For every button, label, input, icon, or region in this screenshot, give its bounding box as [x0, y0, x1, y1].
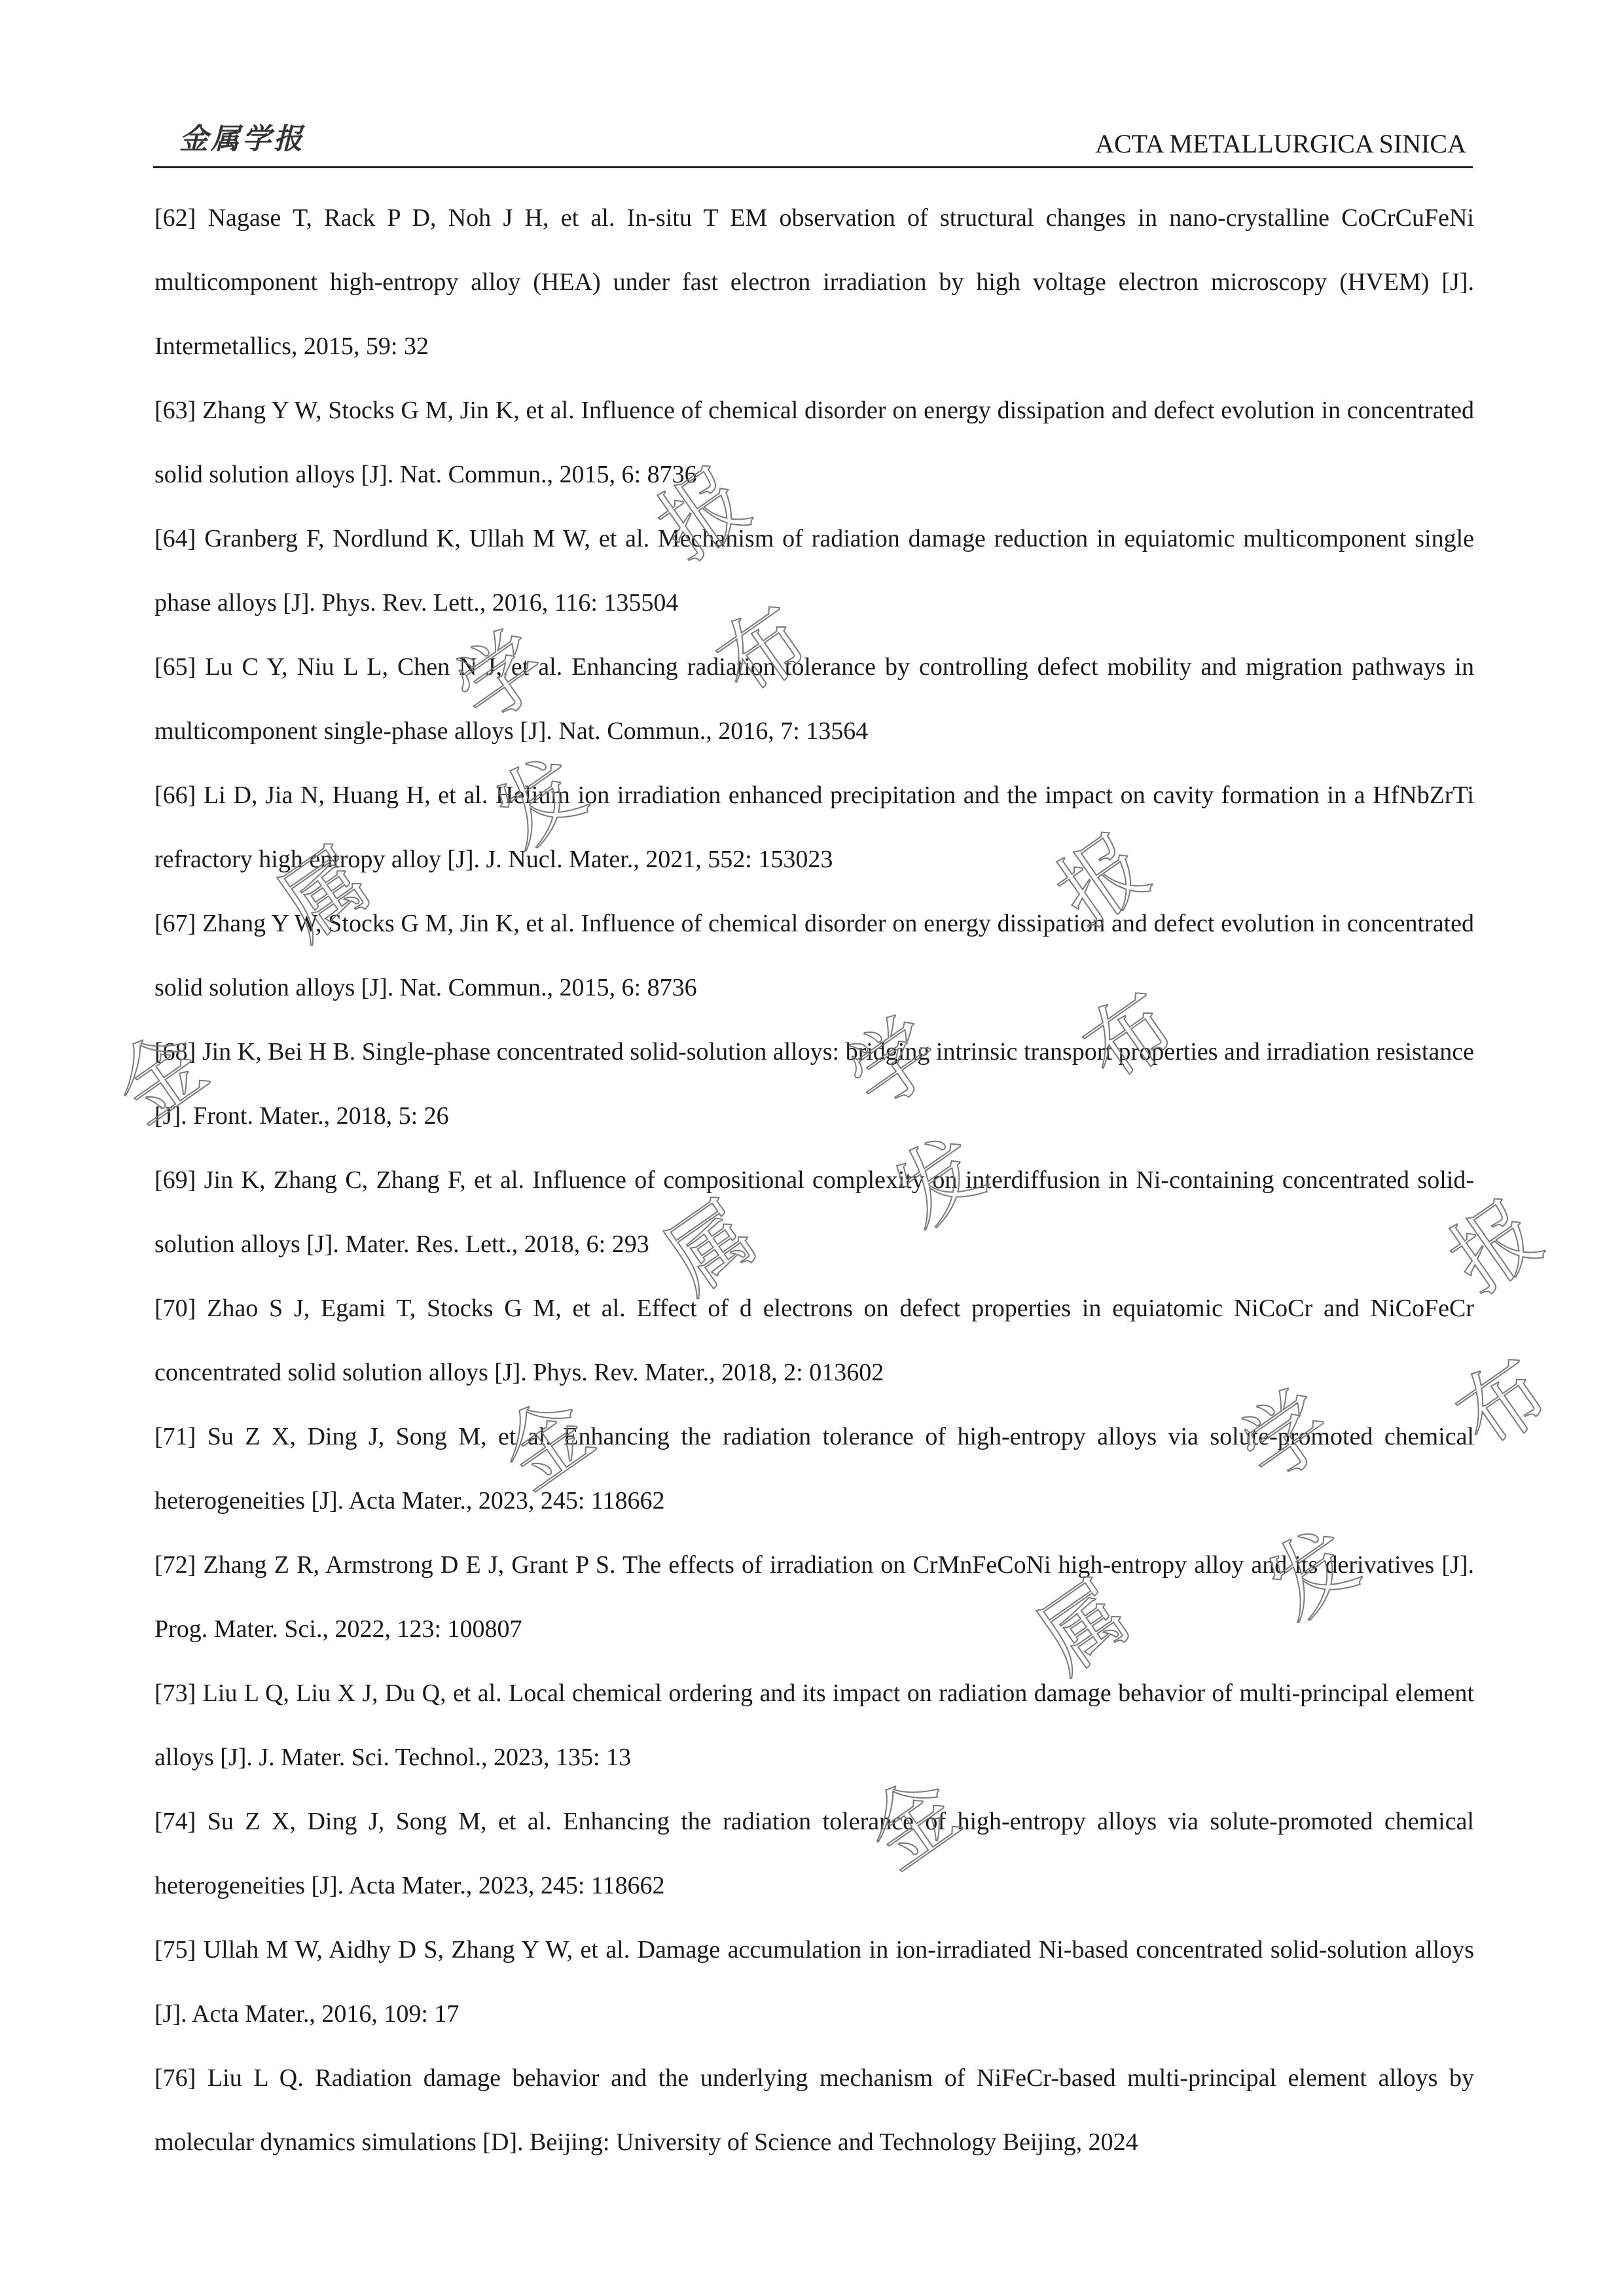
reference-item: [76] Liu L Q. Radiation damage behavior and the underlying mechanism of NiFeCr-based multi-principal element alloys by molecular dynamics simulations [D]. Beijing: University of Science and Technology Beijing, 2024: [154, 2064, 1474, 2156]
reference-item: [62] Nagase T, Rack P D, Noh J H, et al. In-situ T EM observation of structural changes in nano-crystalline CoCrCuFeNi multicomponent high-entropy alloy (HEA) under fast electron irradiation by high voltage electron microscopy (HVEM) [J]. Intermetallics, 2015, 59: 32: [154, 204, 1474, 360]
watermark-glyph: 发: [876, 1116, 1003, 1247]
watermark-glyph: 属: [647, 1181, 774, 1312]
reference-item: [65] Lu C Y, Niu L L, Chen N J, et al. Enhancing radiation tolerance by controlling defect mobility and migration pathways in multicomponent single-phase alloys [J]. Nat. Commun., 2016, 7: 13564: [154, 653, 1474, 745]
watermark-glyph: 属: [261, 828, 388, 959]
page-header: [153, 115, 1473, 168]
journal-title: ACTA METALLURGICA SINICA: [1095, 129, 1466, 158]
reference-item: [75] Ullah M W, Aidhy D S, Zhang Y W, et al. Damage accumulation in ion-irradiated Ni-based concentrated solid-solution alloys [J]. Acta Mater., 2016, 109: 17: [154, 1936, 1474, 2028]
watermark-glyph: 报: [1432, 1181, 1559, 1312]
journal-logo: 金属学报: [179, 122, 305, 156]
watermark-glyph: 报: [1039, 815, 1166, 946]
watermark-glyph: 金: [97, 1011, 224, 1142]
reference-list: [154, 186, 1474, 2174]
watermark-glyph: 报: [640, 448, 767, 579]
watermark-glyph: 发: [477, 736, 604, 867]
watermark-glyph: 金: [483, 1378, 610, 1509]
reference-item: [66] Li D, Jia N, Huang H, et al. Helium ion irradiation enhanced precipitation and the impact on cavity formation in a HfNbZrTi refractory high entropy alloy [J]. J. Nucl. Mater., 2021, 552: 153023: [154, 781, 1474, 873]
reference-item: [68] Jin K, Bei H B. Single-phase concentrated solid-solution alloys: bridging intrinsic transport properties and irradiation resistance [J]. Front. Mater., 2018, 5: 26: [154, 1038, 1474, 1130]
reference-item: [63] Zhang Y W, Stocks G M, Jin K, et al. Influence of chemical disorder on energy dissipation and defect evolution in concentrated solid solution alloys [J]. Nat. Commun., 2015, 6: 8736: [154, 397, 1474, 488]
reference-item: [70] Zhao S J, Egami T, Stocks G M, et al. Effect of d electrons on defect properties in equiatomic NiCoCr and NiCoFeCr concentrated solid solution alloys [J]. Phys. Rev. Mater., 2018, 2: 013602: [154, 1295, 1474, 1386]
reference-item: [72] Zhang Z R, Armstrong D E J, Grant P S. The effects of irradiation on CrMnFeCoNi high-entropy alloy and its derivatives [J]. Prog. Mater. Sci., 2022, 123: 100807: [154, 1551, 1474, 1643]
watermark-glyph: 属: [1020, 1561, 1147, 1692]
watermark-glyph: 布: [1439, 1338, 1566, 1469]
reference-item: [69] Jin K, Zhang C, Zhang F, et al. Influence of compositional complexity on interdiffusion in Ni-containing concentrated solid-solution alloys [J]. Mater. Res. Lett., 2018, 6: 293: [154, 1166, 1474, 1258]
watermark-glyph: 布: [699, 586, 826, 717]
reference-item: [71] Su Z X, Ding J, Song M, et al. Enhancing the radiation tolerance of high-entropy alloys via solute-promoted chemical heterogeneities [J]. Acta Mater., 2023, 245: 118662: [154, 1423, 1474, 1515]
watermark-glyph: 金: [850, 1757, 977, 1888]
watermark-glyph: 发: [1249, 1509, 1376, 1640]
watermark-glyph: 布: [1066, 972, 1193, 1103]
watermark-glyph: 学: [437, 612, 564, 743]
reference-item: [64] Granberg F, Nordlund K, Ullah M W, et al. Mechanism of radiation damage reduction in equiatomic multicomponent single phase alloys [J]. Phys. Rev. Lett., 2016, 116: 135504: [154, 525, 1474, 617]
watermark-glyph: 学: [1223, 1371, 1350, 1502]
watermark-glyph: 学: [830, 998, 957, 1129]
reference-item: [67] Zhang Y W, Stocks G M, Jin K, et al. Influence of chemical disorder on energy dissipation and defect evolution in concentrated solid solution alloys [J]. Nat. Commun., 2015, 6: 8736: [154, 910, 1474, 1001]
reference-item: [73] Liu L Q, Liu X J, Du Q, et al. Local chemical ordering and its impact on radiation damage behavior of multi-principal element alloys [J]. J. Mater. Sci. Technol., 2023, 135: 13: [154, 1679, 1474, 1771]
reference-item: [74] Su Z X, Ding J, Song M, et al. Enhancing the radiation tolerance of high-entropy alloys via solute-promoted chemical heterogeneities [J]. Acta Mater., 2023, 245: 118662: [154, 1808, 1474, 1899]
